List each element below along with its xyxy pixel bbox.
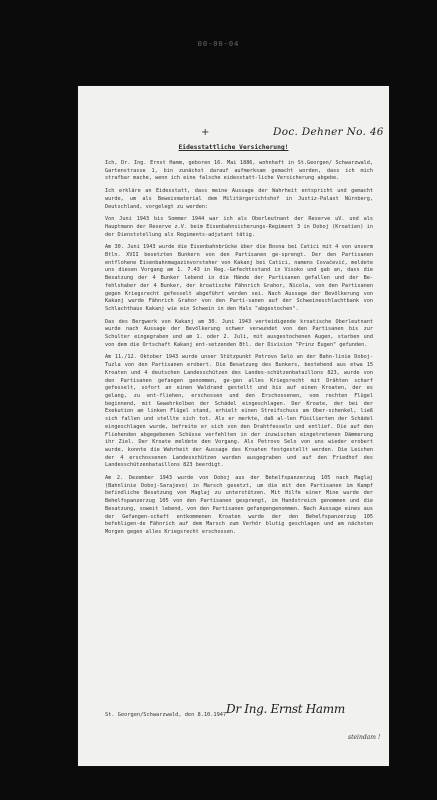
handwritten-document-reference: Doc. Dehner No. 46 xyxy=(273,126,384,138)
handwritten-note: steindam ! xyxy=(348,734,381,741)
place-and-date: St. Georgen/Schwarzwald, den 8.10.1947 xyxy=(105,712,227,718)
document-title: Eidesstattliche Versicherung! xyxy=(178,144,289,151)
paragraph-bridge-incident: Am 30. Juni 1943 wurde die Eisenbahnbrücke über die Bosna bei Catici mit 4 von unserm Btln. XVII besetzten Bunkern von den Partisanen ge-sprengt. Der den Partisanen entflohene Eisenbahnmagazinvorsteher von Kakanj bei Catici, namens Covačević, meldete uns diesen Vorgang am 1. 7.43 in Reg.-Gefechtsstand in Visoko und gab an, dass die Besatzung der 4 Bunker lebend in die Hände der Partisanen gefallen und der Be-fehlshaber der 4 Bunker, der kroatische Fähnrich Grahor, Nicola, von den Partisanen gegen Kriegsrecht gefesselt abgeführt worden sei. Nach Aussage der Bevölkerung von Kakanj wurde Fähnrich Grahor von den Parti-sanen auf der Schweineschlachtbank von Schlachthaus Kakanj wie ein Schwein in den Hals "abgestochen". xyxy=(105,244,373,312)
document-body xyxy=(105,160,373,542)
document-page xyxy=(78,86,389,766)
paragraph-armored-train: Am 2. Dezember 1943 wurde von Doboj aus der Behelfspanzerzug 105 nach Maglaj (Bahnlinie Doboj-Sarajevo) in Marsch gesetzt, um die mit den Partisanen im Kampf befindliche Besatzung von Maglaj zu unterstützen. Mit Hilfe einer Mine wurde der Behelfspanzerzug 105 von den Partisanen gesprengt, im Handstreich genommen und die Besatzung, soweit lebend, von den Partisanen gefangengenommen. Nach Aussage eines aus der Gefangen-schaft entkommenen Kroaten wurde der den Behelfspanzerzug 105 befehligen-de Fähnrich auf dem Marsch zum Verhör blutig geschlagen und am nächsten Morgen gegen alles Kriegsrecht erschossen. xyxy=(105,475,373,535)
paragraph-service: Von Juni 1943 bis Sommer 1944 war ich als Oberleutnant der Reserve uV. und als Hauptmann der Reserve z.V. beim Eisenbahnsicherungs-Regiment 3 in Doboj (Kroatien) in der Dienststellung als Regiments-adjutant tätig. xyxy=(105,216,373,238)
film-frame-label: 00-00-04 xyxy=(197,40,240,48)
paragraph-mine-incident: Das des Bergwerk von Kakanj am 30. Juni 1943 verteidigende kroatische Oberleutnant wurde nach Aussage der Bevölkerung schwer verwundet von den Partisanen bis zur Schulter eingegraben und am 1. oder 2. Juli, mit ausgestochenen Augen, starben und von dem die Ortschaft Kakanj ent-setzenden Btl. der Division "Prinz Eugen" gefunden. xyxy=(105,318,373,348)
paragraph-oath: Ich erkläre an Eidesstatt, dass meine Aussage der Wahrheit entspricht und gemacht wurde, um als Beweismaterial dem Militärgerichtshof in Justiz-Palast Nürnberg, Deutschland, vorgelegt zu werden: xyxy=(105,188,373,210)
paragraph-declarant: Ich, Dr. Ing. Ernst Hamm, geboren 16. Mai 1886, wohnhaft in St.Georgen/ Schwarzwald, Gartenstrasse 1, bin zunächst darauf aufmerksam gemacht worden, dass ich mich strafbar mache, wenn ich eine falsche eidesstatt-liche Versicherung abgebe. xyxy=(105,160,373,182)
signature: Dr Ing. Ernst Hamm xyxy=(226,702,345,716)
plus-mark: + xyxy=(201,127,210,138)
paragraph-petrovo-selo: Am 11./12. Oktober 1943 wurde unser Stützpunkt Petrovo Selo an der Bahn-linie Doboj-Tuzla von den Partisanen erobert. Die Besatzung des Bunkers, bestehend aus etwa 15 Kroaten und 4 deutschen Landesschützen des Landes-schützenbataillons 823, wurde von den Partisanen gefangen genommen, ge-gen alles Kriegsrecht mit Drähten scharf gefesselt, sofort an einen Waldrand gestellt und bis auf einen Kroaten, der es gelang, zu ent-fliehen, erschossen und den Erschossenen, vom rechten Flügel beginnend, mit Gewehrkolben der Schädel eingeschlagen. Der Kroate, der bei der Exekution am linken Flügel stand, erhielt einen Streifschuss am Ober-schenkel, ließ sich fallen und stellte sich tot. Als er merkte, daß al-len Füsilierten der Schädel eingeschlagen wurde, befreite er sich von den Drahtfesseln und entlief. Die auf den Fliehenden abgegebenen Schüsse verfehlten in der inzwischen eingetretenen Dämmerung ihr Ziel. Der Kroate meldete den Vorgang. Als Petrovo Selo von uns wieder erobert wurde, konnte die Wahrheit der Aussage des Kroaten festgestellt werden. Die Leichen der 4 erschossenen Landesschützen wurden ausgegraben und auf den Friedhof des Landesschützenbataillons 823 beerdigt. xyxy=(105,354,373,469)
